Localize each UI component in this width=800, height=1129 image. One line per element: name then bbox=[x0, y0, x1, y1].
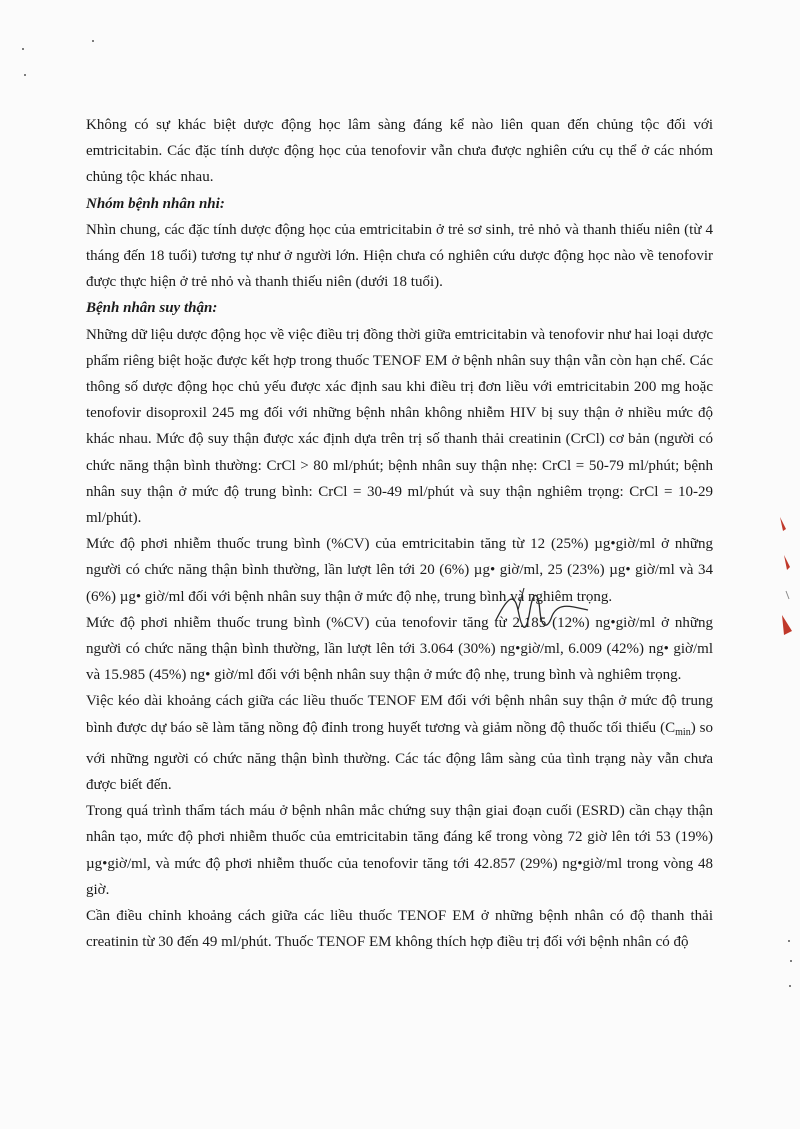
scan-speck bbox=[790, 960, 792, 962]
paragraph-hemodialysis: Trong quá trình thẩm tách máu ở bệnh nhân mắc chứng suy thận giai đoạn cuối (ESRD) cần chạy thận nhân tạo, mức độ phơi nhiễm thuốc của emtricitabin tăng đáng kể trong vòng 72 giờ lên tới 53 (19%) µg•giờ/ml, và mức độ phơi nhiễm thuốc của tenofovir tăng tới 42.857 (29%) ng•giờ/ml trong vòng 48 giờ. bbox=[86, 803, 713, 898]
signature-scribble bbox=[478, 580, 598, 650]
paragraph-ethnicity: Không có sự khác biệt dược động học lâm sàng đáng kể nào liên quan đến chủng tộc đối với emtricitabin. Các đặc tính dược động học của tenofovir vẫn chưa được nghiên cứu cụ thể ở các nhóm chủng tộc khác nhau. bbox=[86, 117, 713, 186]
scan-speck bbox=[92, 40, 94, 42]
heading-renal: Bệnh nhân suy thận: bbox=[86, 300, 218, 317]
paragraph-renal-data: Những dữ liệu dược động học về việc điều trị đồng thời giữa emtricitabin và tenofovir như hai loại dược phẩm riêng biệt hoặc được kết hợp trong thuốc TENOF EM ở bệnh nhân suy thận vẫn còn hạn chế. Các thông số dược động học chủ yếu được xác định sau khi điều trị đơn liều với emtricitabin 200 mg hoặc tenofovir disoproxil 245 mg đối với những bệnh nhân không nhiễm HIV bị suy thận ở nhiều mức độ khác nhau. Mức độ suy thận được xác định dựa trên trị số thanh thải creatinin (CrCl) cơ bản (người có chức năng thận bình thường: CrCl > 80 ml/phút; bệnh nhân suy thận nhẹ: CrCl = 50-79 ml/phút; bệnh nhân suy thận ở mức độ trung bình: CrCl = 30-49 ml/phút và suy thận nghiêm trọng: CrCl = 10-29 ml/phút). bbox=[86, 326, 714, 527]
paragraph-dose-adjustment: Cần điều chỉnh khoảng cách giữa các liều thuốc TENOF EM ở những bệnh nhân có độ thanh thải creatinin từ 30 đến 49 ml/phút. Thuốc TENOF EM không thích hợp điều trị đối với bệnh nhân có độ bbox=[86, 908, 713, 951]
scan-speck bbox=[788, 940, 790, 942]
scan-speck bbox=[22, 48, 24, 50]
paragraph-emtricitabin-exposure: Mức độ phơi nhiễm thuốc trung bình (%CV) của emtricitabin tăng từ 12 (25%) µg•giờ/ml ở những người có chức năng thận bình thường, lần lượt lên tới 20 (6%) µg• giờ/ml, 25 (23%) µg• giờ/ml và 34 (6%) µg• giờ/ml đối với bệnh nhân suy thận ở mức độ nhẹ, trung bình và nghiêm trọng. bbox=[86, 536, 713, 605]
paragraph-pediatric: Nhìn chung, các đặc tính dược động học của emtricitabin ở trẻ sơ sinh, trẻ nhỏ và thanh thiếu niên (từ 4 tháng đến 18 tuổi) tương tự như ở người lớn. Hiện chưa có nghiên cứu dược động học nào về tenofovir được thực hiện ở trẻ nhỏ và thanh thiếu niên (dưới 18 tuổi). bbox=[86, 221, 713, 291]
document-body bbox=[86, 112, 713, 956]
scan-speck bbox=[789, 985, 791, 987]
paragraph-tenofovir-exposure: Mức độ phơi nhiễm thuốc trung bình (%CV) của tenofovir tăng từ 2.185 (12%) ng•giờ/ml ở những người có chức năng thận bình thường, lần lượt lên tới 3.064 (30%) ng•giờ/ml, 6.009 (42%) ng• giờ/ml và 15.985 (45%) ng• giờ/ml đối với bệnh nhân suy thận ở mức độ nhẹ, trung bình và nghiêm trọng. bbox=[86, 614, 713, 684]
subscript-min: min bbox=[675, 726, 691, 738]
red-edge-mark bbox=[770, 515, 800, 645]
scan-speck bbox=[24, 74, 26, 76]
text-segment: Việc kéo dài khoảng cách giữa các liều thuốc TENOF EM đối với bệnh nhân suy thận ở mức độ trung bình được dự báo sẽ làm tăng nồng độ đỉnh trong huyết tương và giảm nồng độ thuốc tối thiểu (C bbox=[86, 693, 713, 736]
heading-pediatric: Nhóm bệnh nhân nhi: bbox=[86, 195, 225, 212]
text-segment: ) so với những người có chức năng thận bình thường. Các tác động lâm sàng của tình trạng này vẫn chưa được biết đến. bbox=[86, 719, 713, 794]
paragraph-dosing-interval bbox=[86, 688, 713, 798]
